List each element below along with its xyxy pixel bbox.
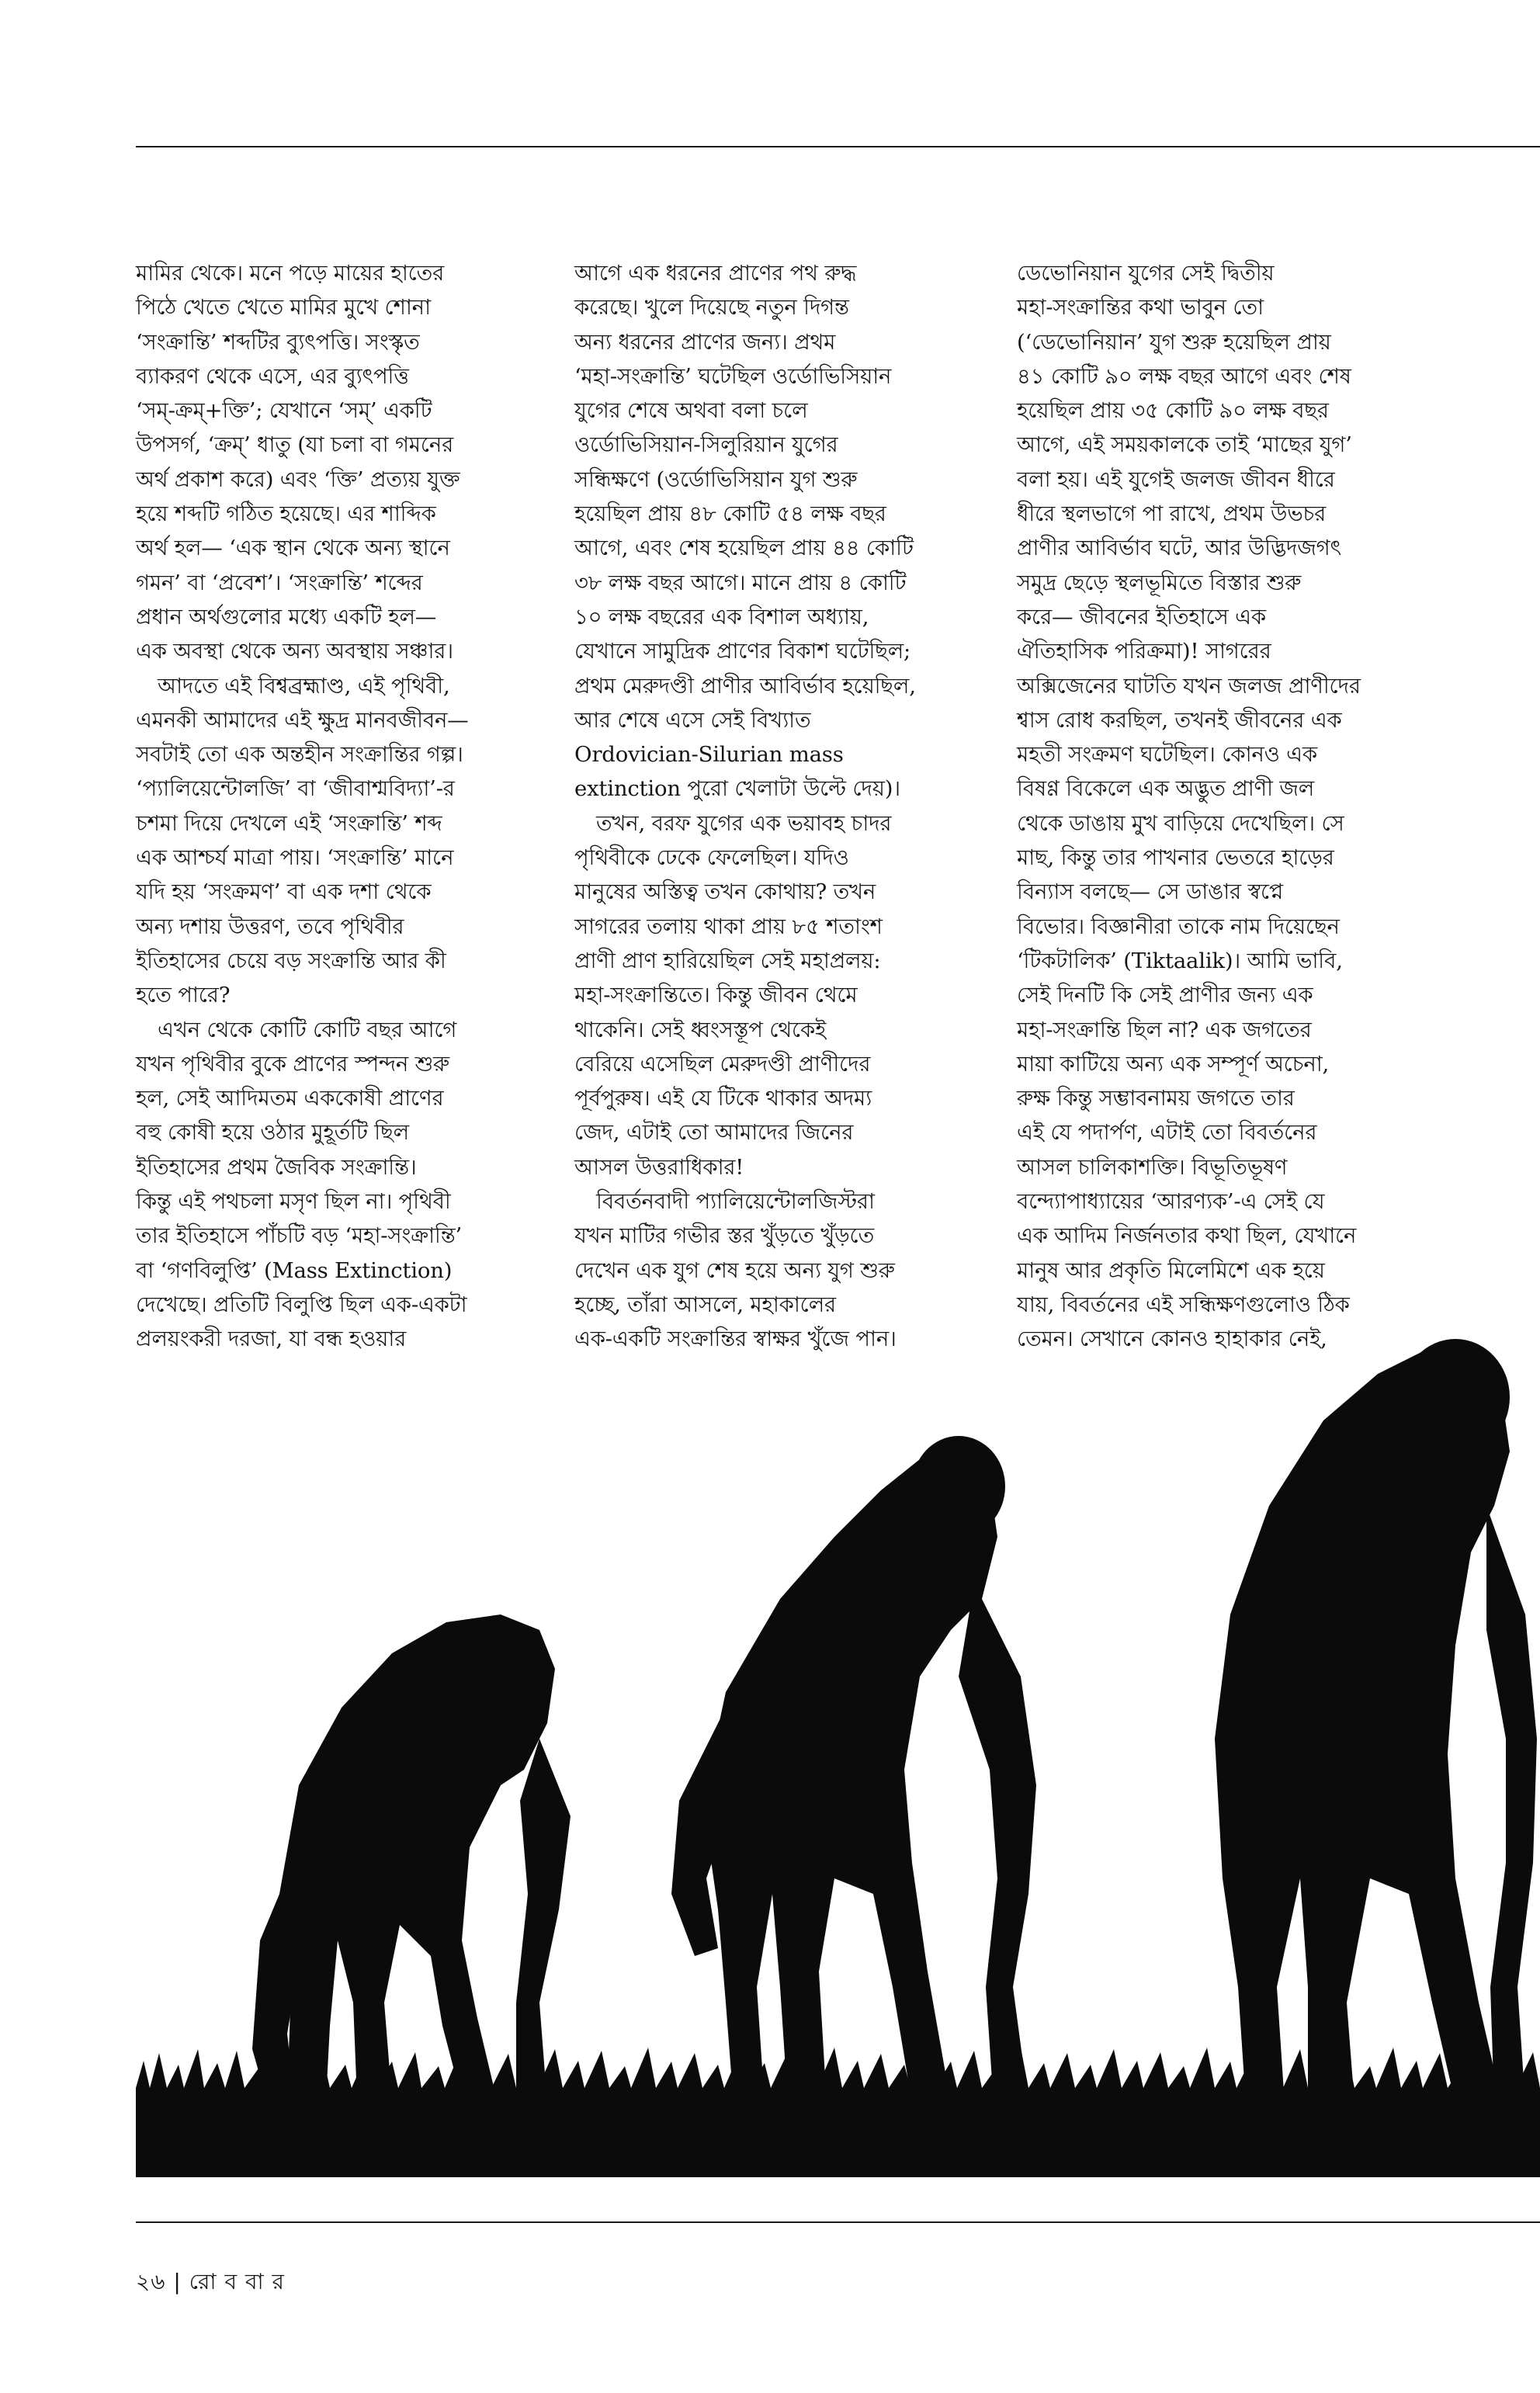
paragraph: আদতে এই বিশ্বব্রহ্মাণ্ড, এই পৃথিবী, এমনকী আমাদের এই ক্ষুদ্র মানবজীবন— সবটাই তো এক অন্তহীন সংক্রান্তির গল্প। ‘প্যালিয়েন্টোলজি’ বা ‘জীবাশ্মবিদ্যা’-র চশমা দিয়ে দেখলে এই ‘সংক্রান্তি’ শব্দ এক আশ্চর্য মাত্রা পায়। ‘সংক্রান্তি’ মানে যদি হয় ‘সংক্রমণ’ বা এক দশা থেকে অন্য দশায় উত্তরণ, তবে পৃথিবীর ইতিহাসের চেয়ে বড় সংক্রান্তি আর কী হতে পারে?: [136, 673, 469, 1008]
footer-rule: [136, 2221, 1540, 2223]
paragraph: আগে এক ধরনের প্রাণের পথ রুদ্ধ করেছে। খুলে দিয়েছে নতুন দিগন্ত অন্য ধরনের প্রাণের জন্য। প্রথম ‘মহা-সংক্রান্তি’ ঘটেছিল ওর্ডোভিসিয়ান যুগের শেষে অথবা বলা চলে ওর্ডোভিসিয়ান-সিলুরিয়ান যুগের সন্ধিক্ষণে (ওর্ডোভিসিয়ান যুগ শুরু হয়েছিল প্রায় ৪৮ কোটি ৫৪ লক্ষ বছর আগে, এবং শেষ হয়েছিল প্রায় ৪৪ কোটি ৩৮ লক্ষ বছর আগে। মানে প্রায় ৪ কোটি ১০ লক্ষ বছরের এক বিশাল অধ্যায়, যেখানে সামুদ্রিক প্রাণের বিকাশ ঘটেছিল; প্রথম মেরুদণ্ডী প্রাণীর আবির্ভাব হয়েছিল, আর শেষে এসে সেই বিখ্যাত Ordovician-Silurian mass extinction পুরো খেলাটা উল্টে দেয়)।: [574, 261, 916, 802]
page-footer: [136, 2265, 285, 2301]
footer-separator: |: [173, 2269, 182, 2294]
paragraph: এখন থেকে কোটি কোটি বছর আগে যখন পৃথিবীর বুকে প্রাণের স্পন্দন শুরু হল, সেই আদিমতম এককোষী প্রাণের বহু কোষী হয়ে ওঠার মুহূর্তটি ছিল ইতিহাসের প্রথম জৈবিক সংক্রান্তি। কিন্তু এই পথচলা মসৃণ ছিল না। পৃথিবী তার ইতিহাসে পাঁচটি বড় ‘মহা-সংক্রান্তি’ বা ‘গণবিলুপ্তি’ (Mass Extinction) দেখেছে। প্রতিটি বিলুপ্তি ছিল এক-একটা প্রলয়ংকরী দরজা, যা বন্ধ হওয়ার: [136, 1017, 467, 1352]
page-number: ২৬: [136, 2269, 166, 2294]
magazine-name: রো ব বা র: [189, 2269, 285, 2294]
paragraph: তখন, বরফ যুগের এক ভয়াবহ চাদর পৃথিবীকে ঢেকে ফেলেছিল। যদিও মানুষের অস্তিত্ব তখন কোথায়? তখন সাগরের তলায় থাকা প্রায় ৮৫ শতাংশ প্রাণী প্রাণ হারিয়েছিল সেই মহাপ্রলয়: মহা-সংক্রান্তিতে। কিন্তু জীবন থেমে থাকেনি। সেই ধ্বংসস্তূপ থেকেই বেরিয়ে এসেছিল মেরুদণ্ডী প্রাণীদের পূর্বপুরুষ। এই যে টিকে থাকার অদম্য জেদ, এটাই তো আমাদের জিনের আসল উত্তরাধিকার!: [574, 810, 892, 1180]
ape-silhouette-3: [1215, 1339, 1537, 2103]
text-column-1: [136, 256, 524, 1357]
text-column-2: [574, 256, 962, 1357]
ape-silhouette-1: [252, 1614, 571, 2103]
text-column-3: [1017, 256, 1405, 1357]
grass-strip: [136, 2088, 1540, 2177]
header-rule: [136, 146, 1540, 147]
paragraph: বিবর্তনবাদী প্যালিয়েন্টোলজিস্টরা যখন মাটির গভীর স্তর খুঁড়তে খুঁড়তে দেখেন এক যুগ শেষ হয়ে অন্য যুগ শুরু হচ্ছে, তাঁরা আসলে, মহাকালের এক-একটি সংক্রান্তির স্বাক্ষর খুঁজে পান।: [574, 1189, 897, 1352]
paragraph: মামির থেকে। মনে পড়ে মায়ের হাতের পিঠে খেতে খেতে মামির মুখে শোনা ‘সংক্রান্তি’ শব্দটির ব্যুৎপত্তি। সংস্কৃত ব্যাকরণ থেকে এসে, এর ব্যুৎপত্তি ‘সম্-ক্রম্+ক্তি’; যেখানে ‘সম্’ একটি উপসর্গ, ‘ক্রম্’ ধাতু (যা চলা বা গমনের অর্থ প্রকাশ করে) এবং ‘ক্তি’ প্রত্যয় যুক্ত হয়ে শব্দটি গঠিত হয়েছে। এর শাব্দিক অর্থ হল— ‘এক স্থান থেকে অন্য স্থানে গমন’ বা ‘প্রবেশ’। ‘সংক্রান্তি’ শব্দের প্রধান অর্থগুলোর মধ্যে একটি হল— এক অবস্থা থেকে অন্য অবস্থায় সঞ্চার।: [136, 261, 460, 664]
paragraph: ডেভোনিয়ান যুগের সেই দ্বিতীয় মহা-সংক্রান্তির কথা ভাবুন তো (‘ডেভোনিয়ান’ যুগ শুরু হয়েছিল প্রায় ৪১ কোটি ৯০ লক্ষ বছর আগে এবং শেষ হয়েছিল প্রায় ৩৫ কোটি ৯০ লক্ষ বছর আগে, এই সময়কালকে তাই ‘মাছের যুগ’ বলা হয়। এই যুগেই জলজ জীবন ধীরে ধীরে স্থলভাগে পা রাখে, প্রথম উভচর প্রাণীর আবির্ভাব ঘটে, আর উদ্ভিদজগৎ সমুদ্র ছেড়ে স্থলভূমিতে বিস্তার শুরু করে— জীবনের ইতিহাসে এক ঐতিহাসিক পরিক্রমা)! সাগরের অক্সিজেনের ঘাটতি যখন জলজ প্রাণীদের শ্বাস রোধ করছিল, তখনই জীবনের এক মহতী সংক্রমণ ঘটেছিল। কোনও এক বিষণ্ণ বিকেলে এক অদ্ভুত প্রাণী জল থেকে ডাঙায় মুখ বাড়িয়ে দেখেছিল। সে মাছ, কিন্তু তার পাখনার ভেতরে হাড়ের বিন্যাস বলছে— সে ডাঙার স্বপ্নে বিভোর। বিজ্ঞানীরা তাকে নাম দিয়েছেন ‘টিকটালিক’ (Tiktaalik)। আমি ভাবি, সেই দিনটি কি সেই প্রাণীর জন্য এক মহা-সংক্রান্তি ছিল না? এক জগতের মায়া কাটিয়ে অন্য এক সম্পূর্ণ অচেনা, রুক্ষ কিন্তু সম্ভাবনাময় জগতে তার এই যে পদার্পণ, এটাই তো বিবর্তনের আসল চালিকাশক্তি। বিভূতিভূষণ বন্দ্যোপাধ্যায়ের ‘আরণ্যক’-এ সেই যে এক আদিম নির্জনতার কথা ছিল, যেখানে মানুষ আর প্রকৃতি মিলেমিশে এক হয়ে যায়, বিবর্তনের এই সন্ধিক্ষণগুলোও ঠিক তেমন। সেখানে কোনও হাহাকার নেই,: [1017, 261, 1361, 1352]
ape-silhouette-2: [671, 1436, 1036, 2103]
evolution-silhouette-illustration: [136, 1304, 1540, 2177]
